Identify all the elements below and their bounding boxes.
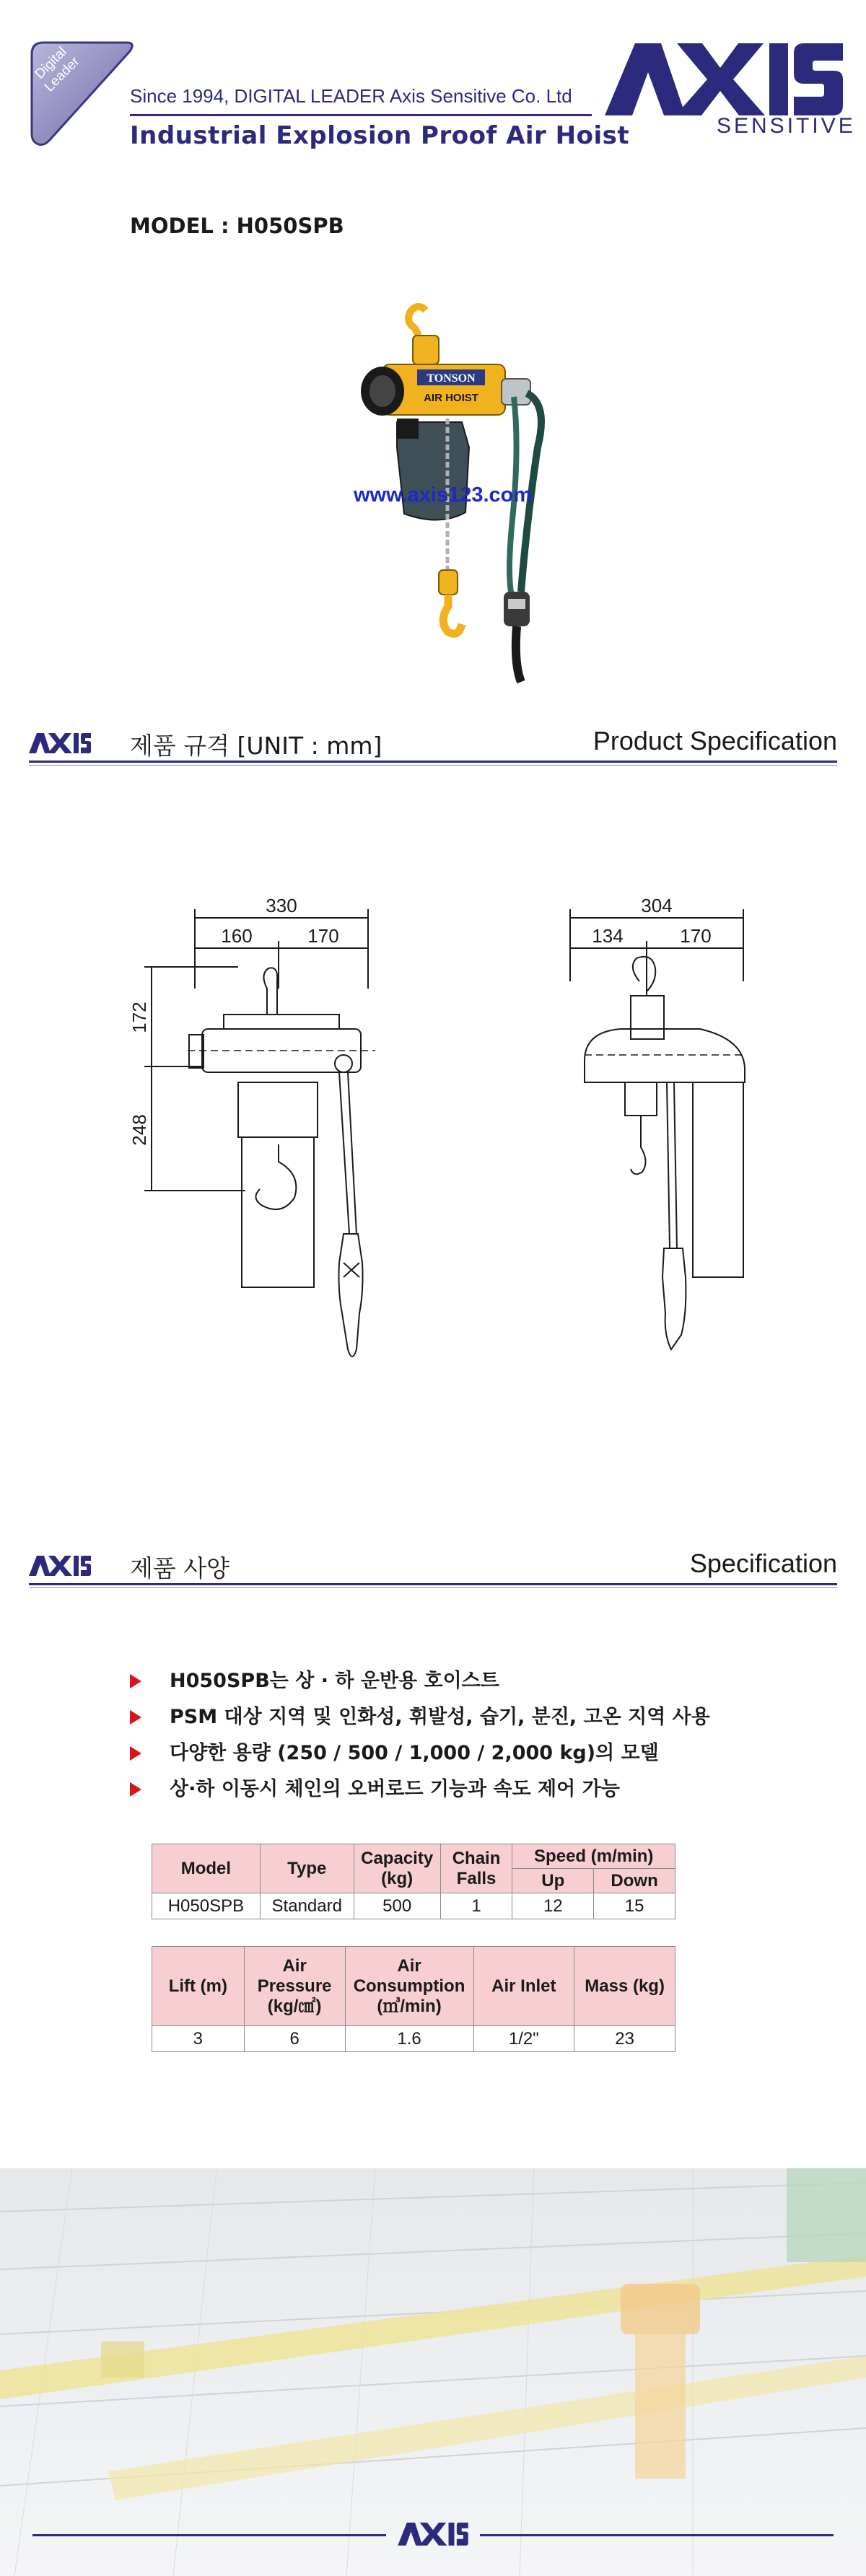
feature-item: 다양한 용량 (250 / 500 / 1,000 / 2,000 kg)의 모델 [130, 1739, 779, 1775]
front-view-drawing [128, 888, 411, 1393]
page-header [0, 0, 866, 238]
factory-background-image [0, 2168, 866, 2576]
spec-table-main [152, 1844, 675, 1919]
dim-front-total: 330 [266, 895, 297, 916]
dim-front-upper: 172 [128, 1002, 150, 1033]
section-title-kr: 제품 사양 [130, 1554, 230, 1582]
table-row: H050SPB Standard 500 1 12 15 [152, 1893, 675, 1919]
bullet-arrow-icon [130, 1782, 141, 1797]
table-row: 3 6 1.6 1/2" 23 [152, 2026, 675, 2052]
plate-subtitle: AIR HOIST [424, 392, 478, 404]
col-air-inlet: Air Inlet [473, 1947, 574, 2026]
col-chain-falls: Chain Falls [440, 1844, 512, 1893]
section-header-product-spec [29, 722, 837, 765]
dim-front-left: 160 [221, 925, 253, 947]
header-divider [130, 114, 592, 116]
col-capacity: Capacity (kg) [354, 1844, 440, 1893]
logo-subtitle: SENSITIVE [717, 114, 856, 138]
bullet-arrow-icon [130, 1746, 141, 1761]
model-label: MODEL : H050SPB [130, 214, 344, 238]
badge-text: Digital Leader [32, 44, 83, 95]
spec-table-air [152, 1946, 675, 2052]
section-divider [29, 761, 837, 763]
col-speed-up: Up [512, 1869, 594, 1893]
company-line: Since 1994, DIGITAL LEADER Axis Sensitive Co. Ltd [130, 85, 572, 107]
dim-side-left: 134 [592, 925, 624, 947]
feature-list [130, 1667, 779, 1811]
dim-front-lower: 248 [128, 1114, 150, 1146]
axis-small-logo [29, 1556, 91, 1577]
bullet-arrow-icon [130, 1710, 141, 1725]
axis-logo [605, 43, 843, 123]
section-header-specification [29, 1544, 837, 1587]
col-lift: Lift (m) [152, 1947, 245, 2026]
website-watermark: www.axis123.com [354, 483, 533, 507]
section-divider-thin [29, 1587, 837, 1588]
col-air-consumption: Air Consumption (㎥/min) [345, 1947, 473, 2026]
bullet-arrow-icon [130, 1674, 141, 1688]
feature-item: 상·하 이동시 체인의 오버로드 기능과 속도 제어 가능 [130, 1775, 779, 1811]
footer-axis-logo [398, 2523, 468, 2547]
col-air-pressure: Air Pressure (kg/㎠) [244, 1947, 345, 2026]
product-title: Industrial Explosion Proof Air Hoist [130, 121, 630, 150]
col-speed: Speed (m/min) [512, 1844, 675, 1869]
section-title-kr: 제품 규격 [UNIT : mm] [130, 732, 382, 760]
feature-item: H050SPB는 상 · 하 운반용 호이스트 [130, 1667, 779, 1703]
col-type: Type [260, 1844, 354, 1893]
section-title-en: Product Specification [592, 726, 837, 755]
col-speed-down: Down [594, 1869, 675, 1893]
brand-plate: TONSON [427, 372, 476, 385]
col-model: Model [152, 1844, 261, 1893]
section-divider-thin [29, 765, 837, 766]
section-title-en: Specification [689, 1548, 837, 1578]
axis-small-logo [29, 733, 91, 755]
section-divider [29, 1583, 837, 1585]
dim-front-right: 170 [307, 925, 339, 947]
footer-divider-right [480, 2534, 834, 2536]
feature-item: PSM 대상 지역 및 인화성, 휘발성, 습기, 분진, 고온 지역 사용 [130, 1703, 779, 1739]
dim-side-total: 304 [641, 895, 673, 916]
dim-side-right: 170 [680, 925, 712, 947]
footer-divider-left [32, 2534, 386, 2536]
col-mass: Mass (kg) [574, 1947, 675, 2026]
side-view-drawing [556, 888, 772, 1393]
